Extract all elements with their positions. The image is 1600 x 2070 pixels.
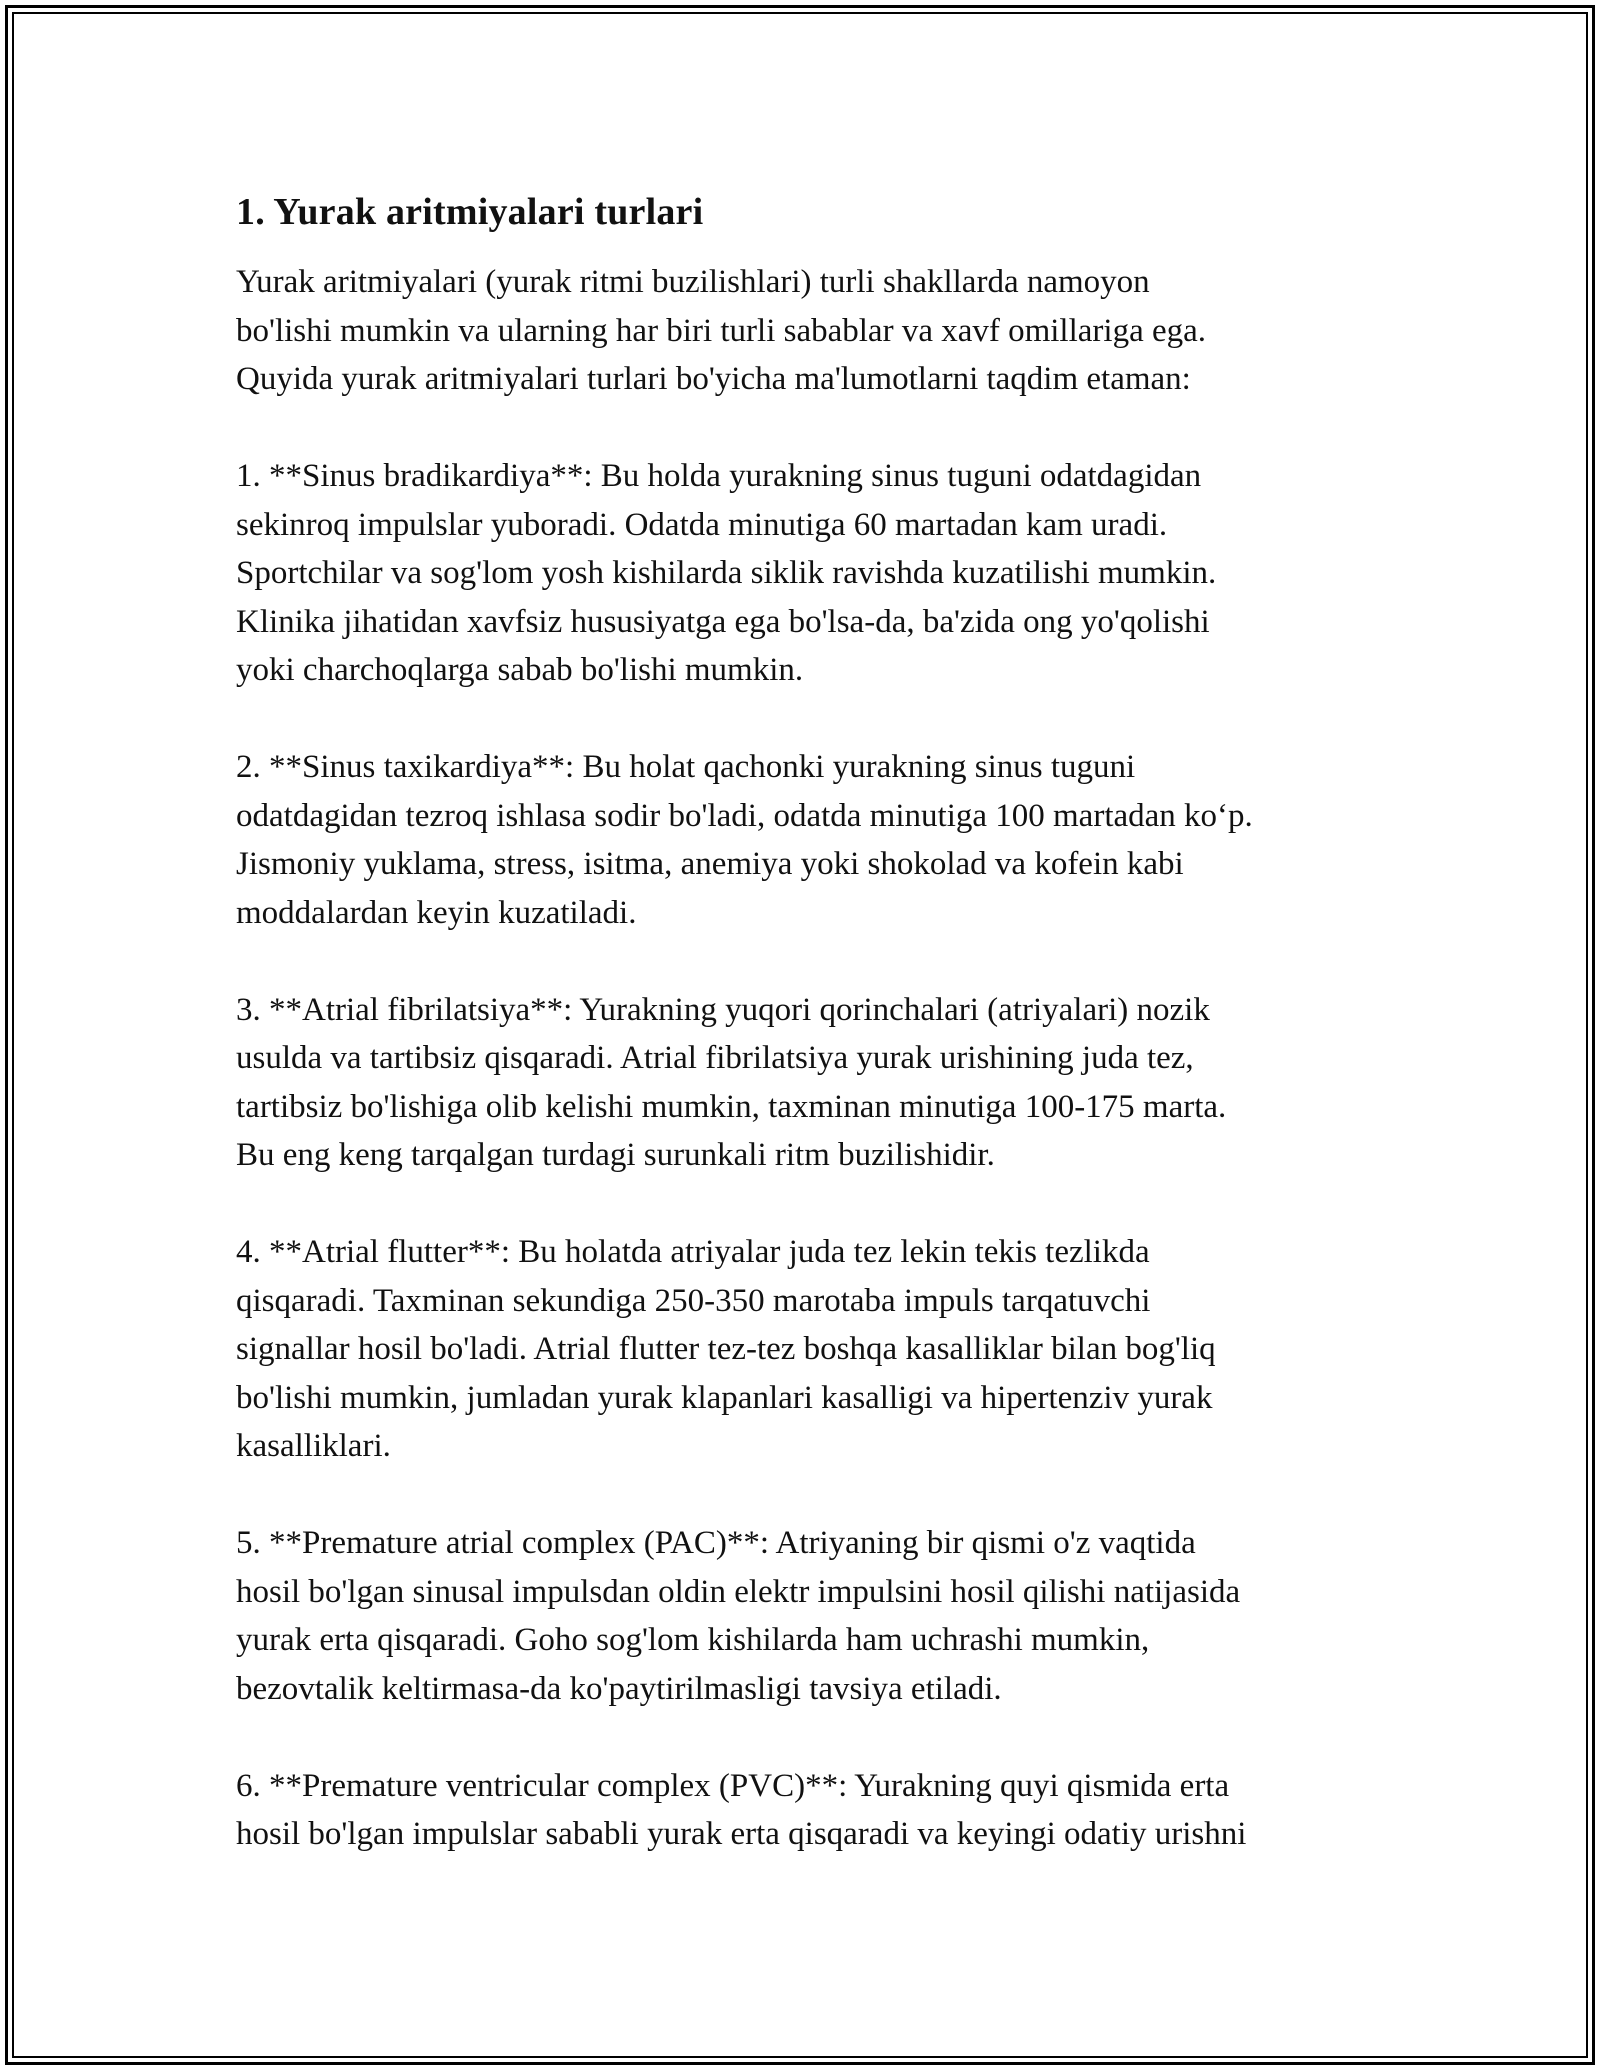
text-line: Sportchilar va sog'lom yosh kishilarda siklik ravishda kuzatilishi mumkin.: [236, 555, 1217, 591]
text-line: 6. **Premature ventricular complex (PVC)**: Yurakning quyi qismida erta: [236, 1767, 1230, 1804]
text-line: yurak erta qisqaradi. Goho sog'lom kishilarda ham uchrashi mumkin,: [236, 1622, 1150, 1658]
text-line: tartibsiz bo'lishiga olib kelishi mumkin, taxminan minutiga 100-175 marta.: [236, 1088, 1227, 1125]
paragraph-sinus-taxikardiya: [236, 743, 1416, 937]
text-line: qisqaradi. Taxminan sekundiga 250-350 marotaba impuls tarqatuvchi: [236, 1282, 1151, 1319]
text-line: bo'lishi mumkin, jumladan yurak klapanlari kasalligi va hipertenziv yurak: [236, 1379, 1213, 1416]
document-title: 1. Yurak aritmiyalari turlari: [236, 191, 704, 233]
text-line: Quyida yurak aritmiyalari turlari bo'yicha ma'lumotlarni taqdim etaman:: [236, 361, 1191, 397]
text-line: sekinroq impulslar yuboradi. Odatda minutiga 60 martadan kam uradi.: [236, 506, 1168, 543]
paragraph-sinus-bradikardiya: [236, 452, 1416, 695]
text-line: 5. **Premature atrial complex (PAC)**: Atriyaning bir qismi o'z vaqtida: [236, 1525, 1196, 1561]
text-line: 4. **Atrial flutter**: Bu holatda atriyalar juda tez lekin tekis tezlikda: [236, 1234, 1150, 1270]
text-line: kasalliklari.: [236, 1428, 391, 1464]
text-line: Klinika jihatidan xavfsiz hususiyatga ega bo'lsa-da, ba'zida ong yo'qolishi: [236, 603, 1210, 640]
text-line: hosil bo'lgan impulslar sababli yurak erta qisqaradi va keyingi odatiy urishni: [236, 1816, 1247, 1852]
text-line: bezovtalik keltirmasa-da ko'paytirilmasligi tavsiya etiladi.: [236, 1670, 1002, 1707]
text-line: Jismoniy yuklama, stress, isitma, anemiya yoki shokolad va kofein kabi: [236, 846, 1184, 882]
text-line: signallar hosil bo'ladi. Atrial flutter tez-tez boshqa kasalliklar bilan bog'liq: [236, 1331, 1216, 1367]
text-line: 1. **Sinus bradikardiya**: Bu holda yurakning sinus tuguni odatdagidan: [236, 458, 1202, 494]
document-body: [236, 188, 1416, 1859]
text-line: 3. **Atrial fibrilatsiya**: Yurakning yuqori qorinchalari (atriyalari) nozik: [236, 991, 1210, 1028]
text-line: moddalardan keyin kuzatiladi.: [236, 894, 637, 931]
paragraph-pac: [236, 1519, 1416, 1713]
intro-paragraph: [236, 258, 1416, 404]
text-line: Yurak aritmiyalari (yurak ritmi buzilishlari) turli shakllarda namoyon: [236, 264, 1150, 300]
text-line: hosil bo'lgan sinusal impulsdan oldin elektr impulsini hosil qilishi natijasida: [236, 1573, 1241, 1610]
paragraph-atrial-flutter: [236, 1228, 1416, 1471]
paragraph-atrial-fibrilatsiya: [236, 986, 1416, 1180]
text-line: Bu eng keng tarqalgan turdagi surunkali ritm buzilishidir.: [236, 1137, 995, 1173]
text-line: odatdagidan tezroq ishlasa sodir bo'ladi, odatda minutiga 100 martadan ko‘p.: [236, 797, 1253, 834]
text-line: usulda va tartibsiz qisqaradi. Atrial fibrilatsiya yurak urishining juda tez,: [236, 1040, 1194, 1076]
text-line: 2. **Sinus taxikardiya**: Bu holat qachonki yurakning sinus tuguni: [236, 749, 1136, 785]
text-line: bo'lishi mumkin va ularning har biri turli sabablar va xavf omillariga ega.: [236, 312, 1207, 349]
paragraph-pvc: [236, 1762, 1416, 1859]
text-line: yoki charchoqlarga sabab bo'lishi mumkin.: [236, 652, 804, 688]
